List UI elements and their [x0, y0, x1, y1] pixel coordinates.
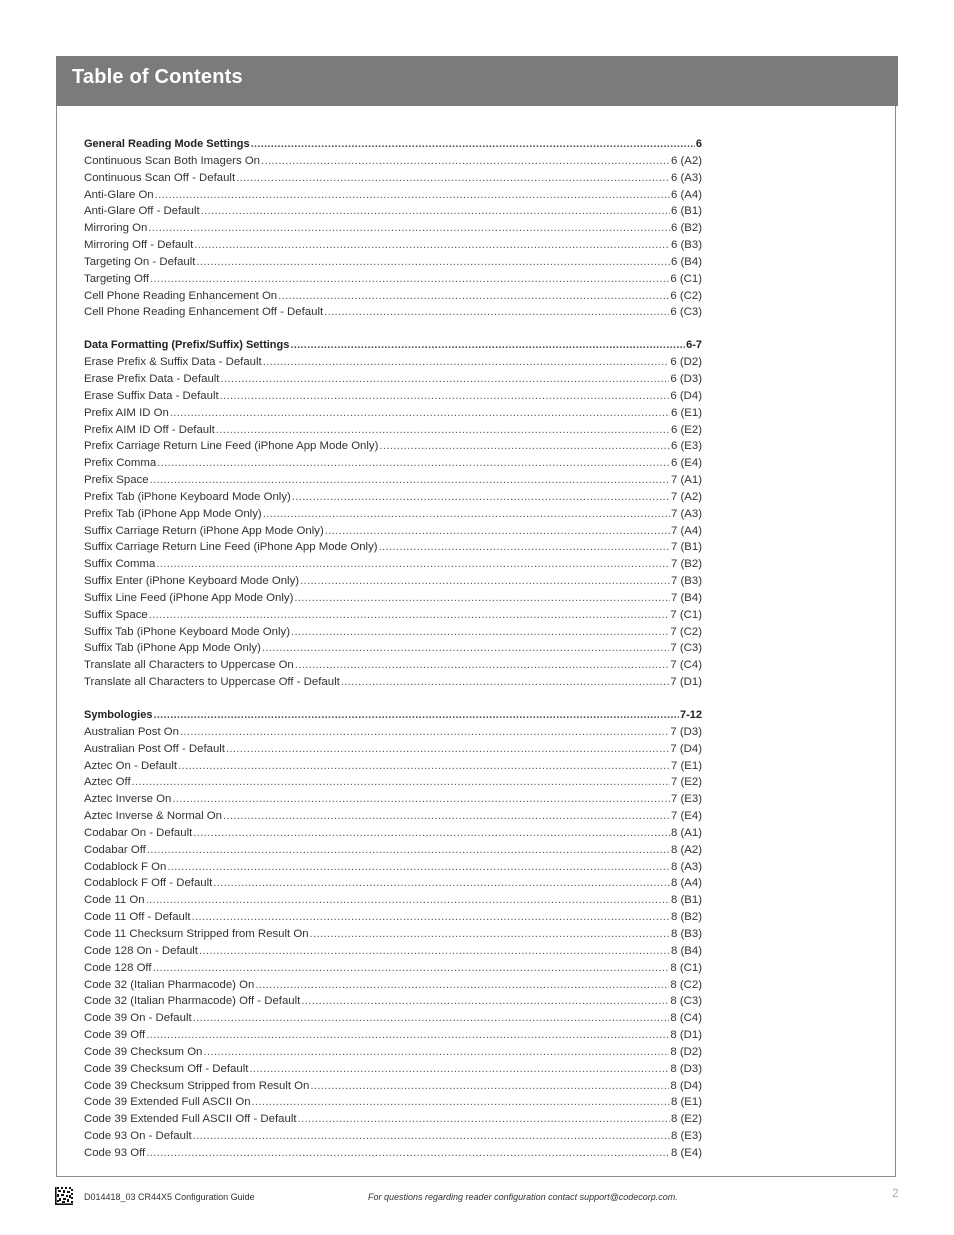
- dot-leader: [146, 1027, 669, 1044]
- toc-entry-page: 6 (B1): [670, 205, 702, 218]
- toc-entry-label: Mirroring Off - Default: [84, 239, 194, 252]
- table-of-contents: [84, 136, 702, 1178]
- toc-entry: [84, 388, 702, 405]
- toc-entry: [84, 943, 702, 960]
- toc-entry-page: 8 (D3): [670, 1062, 702, 1075]
- toc-entry-label: Code 11 On: [84, 894, 145, 907]
- toc-entry-page: 6 (A3): [670, 171, 702, 184]
- dot-leader: [252, 1094, 670, 1111]
- toc-entry-label: Code 93 Off: [84, 1146, 146, 1159]
- toc-heading-page: 6-7: [686, 339, 702, 352]
- toc-entry: [84, 304, 702, 321]
- dot-leader: [295, 657, 670, 674]
- toc-entry: [84, 977, 702, 994]
- toc-entry-label: Code 39 Off: [84, 1029, 146, 1042]
- toc-section: [84, 337, 702, 691]
- toc-entry: [84, 455, 702, 472]
- toc-entry-page: 7 (C1): [670, 608, 702, 621]
- toc-section: [84, 136, 702, 321]
- toc-entry: [84, 791, 702, 808]
- toc-section: [84, 707, 702, 1162]
- toc-entry-page: 6 (B3): [670, 239, 702, 252]
- toc-entry: [84, 875, 702, 892]
- toc-entry-page: 8 (B1): [670, 894, 702, 907]
- page-number: 2: [892, 1186, 899, 1200]
- toc-entry: [84, 187, 702, 204]
- toc-entry-page: 7 (A3): [670, 507, 702, 520]
- toc-entry: [84, 523, 702, 540]
- toc-entry-page: 7 (E3): [670, 793, 702, 806]
- toc-entry: [84, 506, 702, 523]
- toc-entry-label: Erase Prefix Data - Default: [84, 372, 220, 385]
- toc-entry-label: Cell Phone Reading Enhancement Off - Default: [84, 306, 324, 319]
- toc-entry-page: 8 (A1): [670, 826, 702, 839]
- toc-entry-label: Code 11 Off - Default: [84, 911, 191, 924]
- dot-leader: [226, 741, 669, 758]
- toc-entry-label: Australian Post Off - Default: [84, 742, 225, 755]
- toc-entry: [84, 674, 702, 691]
- toc-entry-label: Anti-Glare Off - Default: [84, 205, 200, 218]
- dot-leader: [325, 523, 670, 540]
- dot-leader: [291, 624, 669, 641]
- toc-entry: [84, 405, 702, 422]
- toc-entry: [84, 489, 702, 506]
- toc-entry: [84, 607, 702, 624]
- toc-entry-page: 7 (E1): [670, 759, 702, 772]
- toc-entry-label: Code 32 (Italian Pharmacode) On: [84, 978, 255, 991]
- dot-leader: [310, 926, 670, 943]
- toc-entry-page: 6 (A4): [670, 188, 702, 201]
- toc-entry-label: Aztec Off: [84, 776, 131, 789]
- toc-entry-label: Codablock F Off - Default: [84, 877, 213, 890]
- toc-entry-page: 6 (B4): [670, 255, 702, 268]
- toc-entry-page: 8 (B2): [670, 911, 702, 924]
- page-title: Table of Contents: [72, 66, 243, 88]
- toc-entry-label: Continuous Scan Off - Default: [84, 171, 236, 184]
- toc-entry-page: 8 (B4): [670, 944, 702, 957]
- data-matrix-code-icon: [55, 1187, 73, 1205]
- toc-entry-label: Suffix Tab (iPhone App Mode Only): [84, 642, 261, 655]
- toc-entry: [84, 422, 702, 439]
- dot-leader: [180, 724, 669, 741]
- toc-entry-label: Prefix AIM ID Off - Default: [84, 423, 215, 436]
- footer-document-id: D014418_03 CR44X5 Configuration Guide: [84, 1192, 255, 1202]
- toc-entry: [84, 288, 702, 305]
- dot-leader: [301, 993, 669, 1010]
- toc-entry: [84, 1128, 702, 1145]
- toc-entry-label: Continuous Scan Both Imagers On: [84, 154, 261, 167]
- toc-entry-page: 8 (B3): [670, 927, 702, 940]
- toc-section-heading: [84, 337, 702, 354]
- dot-leader: [149, 607, 670, 624]
- toc-entry-page: 8 (E1): [670, 1096, 702, 1109]
- toc-entry-page: 8 (E2): [670, 1113, 702, 1126]
- toc-entry: [84, 1145, 702, 1162]
- toc-entry-label: Suffix Comma: [84, 558, 156, 571]
- toc-entry-page: 7 (A1): [670, 474, 702, 487]
- dot-leader: [249, 1061, 669, 1078]
- toc-entry-label: Code 128 Off: [84, 961, 152, 974]
- dot-leader: [255, 977, 669, 994]
- toc-heading-label: General Reading Mode Settings: [84, 138, 250, 150]
- dot-leader: [155, 187, 670, 204]
- dot-leader: [263, 354, 670, 371]
- toc-entry-label: Erase Prefix & Suffix Data - Default: [84, 356, 262, 369]
- toc-entry-label: Prefix Tab (iPhone App Mode Only): [84, 507, 262, 520]
- toc-entry: [84, 808, 702, 825]
- toc-entry-label: Code 11 Checksum Stripped from Result On: [84, 927, 309, 940]
- dot-leader: [203, 1044, 669, 1061]
- dot-leader: [261, 153, 670, 170]
- toc-entry: [84, 556, 702, 573]
- toc-entry: [84, 1111, 702, 1128]
- toc-entry-page: 6 (D2): [670, 356, 702, 369]
- toc-entry-label: Australian Post On: [84, 725, 179, 738]
- dot-leader: [262, 640, 669, 657]
- dot-leader: [201, 203, 670, 220]
- toc-entry-label: Code 128 On - Default: [84, 944, 198, 957]
- toc-entry-label: Suffix Enter (iPhone Keyboard Mode Only): [84, 575, 300, 588]
- toc-entry-page: 8 (D2): [670, 1045, 702, 1058]
- toc-entry-page: 6 (C1): [670, 272, 702, 285]
- toc-entry: [84, 926, 702, 943]
- dot-leader: [220, 371, 669, 388]
- dot-leader: [196, 254, 670, 271]
- dot-leader: [150, 472, 670, 489]
- toc-entry: [84, 640, 702, 657]
- toc-entry-label: Code 39 Checksum On: [84, 1045, 203, 1058]
- footer-contact-text: For questions regarding reader configuration contact support@codecorp.com.: [368, 1192, 678, 1202]
- toc-entry-label: Aztec On - Default: [84, 759, 178, 772]
- dot-leader: [379, 539, 670, 556]
- toc-entry-page: 7 (B2): [670, 558, 702, 571]
- toc-heading-page: 7-12: [679, 709, 702, 721]
- toc-entry-page: 7 (C3): [670, 642, 702, 655]
- toc-entry-page: 7 (E4): [670, 810, 702, 823]
- dot-leader: [192, 909, 670, 926]
- dot-leader: [147, 842, 670, 859]
- toc-entry-label: Mirroring On: [84, 222, 148, 235]
- toc-entry-page: 8 (A2): [670, 843, 702, 856]
- dot-leader: [199, 943, 670, 960]
- toc-entry: [84, 254, 702, 271]
- toc-entry-page: 8 (A3): [670, 860, 702, 873]
- toc-entry-page: 8 (C3): [670, 995, 702, 1008]
- dot-leader: [194, 237, 670, 254]
- toc-entry-page: 8 (D1): [670, 1029, 702, 1042]
- toc-entry-page: 6 (B2): [670, 222, 702, 235]
- toc-entry-label: Code 93 On - Default: [84, 1130, 192, 1143]
- toc-entry-label: Codablock F On: [84, 860, 167, 873]
- toc-entry: [84, 842, 702, 859]
- dot-leader: [193, 825, 670, 842]
- toc-entry-page: 7 (D1): [670, 676, 702, 689]
- toc-entry-label: Suffix Carriage Return Line Feed (iPhone App Mode Only): [84, 541, 378, 554]
- dot-leader: [310, 1078, 669, 1095]
- dot-leader: [298, 1111, 670, 1128]
- dot-leader: [148, 220, 670, 237]
- toc-entry: [84, 1010, 702, 1027]
- toc-section-heading: [84, 136, 702, 153]
- toc-entry: [84, 774, 702, 791]
- toc-entry-page: 8 (C1): [670, 961, 702, 974]
- toc-entry: [84, 354, 702, 371]
- toc-entry-label: Code 39 Extended Full ASCII On: [84, 1096, 251, 1109]
- toc-entry-page: 6 (E2): [670, 423, 702, 436]
- toc-entry-page: 8 (A4): [670, 877, 702, 890]
- toc-entry-label: Code 39 Checksum Off - Default: [84, 1062, 249, 1075]
- toc-entry-label: Code 39 Checksum Stripped from Result On: [84, 1079, 310, 1092]
- toc-entry-label: Aztec Inverse On: [84, 793, 172, 806]
- toc-entry-page: 6 (D3): [670, 372, 702, 385]
- toc-entry-label: Erase Suffix Data - Default: [84, 389, 219, 402]
- dot-leader: [132, 774, 670, 791]
- toc-entry: [84, 590, 702, 607]
- toc-entry-label: Translate all Characters to Uppercase Off - Default: [84, 676, 340, 689]
- toc-entry-page: 7 (E2): [670, 776, 702, 789]
- dot-leader: [379, 438, 670, 455]
- toc-entry: [84, 371, 702, 388]
- toc-entry-page: 6 (E4): [670, 457, 702, 470]
- toc-entry: [84, 624, 702, 641]
- toc-entry: [84, 1094, 702, 1111]
- toc-entry-label: Translate all Characters to Uppercase On: [84, 659, 294, 672]
- toc-entry-page: 7 (D4): [670, 742, 702, 755]
- dot-leader: [156, 556, 670, 573]
- toc-entry-page: 7 (C4): [670, 659, 702, 672]
- dot-leader: [278, 288, 669, 305]
- dot-leader: [300, 573, 670, 590]
- dot-leader: [178, 758, 670, 775]
- toc-entry-label: Prefix Space: [84, 474, 149, 487]
- toc-entry: [84, 859, 702, 876]
- toc-entry-label: Prefix Carriage Return Line Feed (iPhone App Mode Only): [84, 440, 379, 453]
- dot-leader: [220, 388, 670, 405]
- toc-entry-page: 8 (E4): [670, 1146, 702, 1159]
- toc-entry: [84, 741, 702, 758]
- toc-entry: [84, 892, 702, 909]
- toc-heading-label: Symbologies: [84, 709, 153, 721]
- toc-entry-label: Codabar On - Default: [84, 826, 193, 839]
- dot-leader: [146, 892, 670, 909]
- toc-entry: [84, 960, 702, 977]
- dot-leader: [263, 506, 670, 523]
- toc-entry-label: Suffix Line Feed (iPhone App Mode Only): [84, 591, 294, 604]
- toc-entry-page: 6 (E1): [670, 406, 702, 419]
- toc-entry: [84, 170, 702, 187]
- toc-entry-label: Prefix Tab (iPhone Keyboard Mode Only): [84, 490, 291, 503]
- toc-entry: [84, 657, 702, 674]
- toc-entry-label: Codabar Off: [84, 843, 146, 856]
- toc-entry: [84, 438, 702, 455]
- dot-leader: [153, 960, 670, 977]
- toc-heading-label: Data Formatting (Prefix/Suffix) Settings: [84, 339, 290, 352]
- toc-entry: [84, 237, 702, 254]
- dot-leader: [294, 590, 670, 607]
- dot-leader: [193, 1128, 670, 1145]
- toc-entry-page: 7 (A4): [670, 524, 702, 537]
- dot-leader: [153, 707, 679, 724]
- toc-entry-label: Targeting Off: [84, 272, 150, 285]
- toc-entry-page: 7 (C2): [670, 625, 702, 638]
- dot-leader: [167, 859, 670, 876]
- toc-entry-label: Code 39 Extended Full ASCII Off - Default: [84, 1113, 297, 1126]
- toc-entry-page: 6 (C3): [670, 306, 702, 319]
- toc-entry-label: Suffix Tab (iPhone Keyboard Mode Only): [84, 625, 290, 638]
- toc-entry-label: Code 32 (Italian Pharmacode) Off - Default: [84, 995, 301, 1008]
- toc-entry-page: 8 (E3): [670, 1130, 702, 1143]
- toc-entry-label: Cell Phone Reading Enhancement On: [84, 289, 278, 302]
- toc-entry-page: 6 (C2): [670, 289, 702, 302]
- toc-entry-page: 7 (A2): [670, 490, 702, 503]
- toc-entry-label: Prefix AIM ID On: [84, 406, 169, 419]
- toc-entry: [84, 825, 702, 842]
- page-header: [56, 56, 898, 106]
- toc-heading-page: 6: [695, 138, 702, 150]
- toc-entry: [84, 1078, 702, 1095]
- dot-leader: [157, 455, 670, 472]
- toc-entry-page: 8 (D4): [670, 1079, 702, 1092]
- toc-entry: [84, 539, 702, 556]
- dot-leader: [172, 791, 670, 808]
- dot-leader: [236, 170, 670, 187]
- dot-leader: [150, 271, 669, 288]
- dot-leader: [213, 875, 670, 892]
- toc-entry-page: 8 (C4): [670, 1012, 702, 1025]
- toc-entry-label: Targeting On - Default: [84, 255, 196, 268]
- toc-entry-page: 6 (D4): [670, 389, 702, 402]
- dot-leader: [223, 808, 670, 825]
- dot-leader: [193, 1010, 670, 1027]
- toc-entry: [84, 573, 702, 590]
- toc-entry: [84, 1044, 702, 1061]
- toc-entry-label: Suffix Space: [84, 608, 148, 621]
- dot-leader: [216, 422, 670, 439]
- toc-entry-label: Prefix Comma: [84, 457, 157, 470]
- toc-entry-page: 6 (E3): [670, 440, 702, 453]
- toc-entry: [84, 724, 702, 741]
- toc-entry: [84, 909, 702, 926]
- toc-entry-label: Anti-Glare On: [84, 188, 154, 201]
- toc-entry-page: 7 (D3): [670, 725, 702, 738]
- toc-entry-page: 6 (A2): [670, 154, 702, 167]
- toc-entry-page: 7 (B1): [670, 541, 702, 554]
- toc-entry-label: Suffix Carriage Return (iPhone App Mode Only): [84, 524, 324, 537]
- dot-leader: [324, 304, 669, 321]
- toc-entry-label: Aztec Inverse & Normal On: [84, 810, 223, 823]
- dot-leader: [292, 489, 670, 506]
- toc-section-heading: [84, 707, 702, 724]
- toc-entry: [84, 271, 702, 288]
- toc-entry: [84, 153, 702, 170]
- toc-entry: [84, 758, 702, 775]
- toc-entry: [84, 203, 702, 220]
- toc-entry: [84, 993, 702, 1010]
- dot-leader: [290, 337, 685, 354]
- toc-entry-page: 7 (B4): [670, 591, 702, 604]
- toc-entry: [84, 220, 702, 237]
- toc-entry-label: Code 39 On - Default: [84, 1012, 192, 1025]
- dot-leader: [170, 405, 670, 422]
- dot-leader: [341, 674, 670, 691]
- dot-leader: [146, 1145, 670, 1162]
- toc-entry: [84, 1027, 702, 1044]
- toc-entry-page: 7 (B3): [670, 575, 702, 588]
- toc-entry: [84, 1061, 702, 1078]
- toc-entry: [84, 472, 702, 489]
- dot-leader: [251, 136, 695, 153]
- toc-entry-page: 8 (C2): [670, 978, 702, 991]
